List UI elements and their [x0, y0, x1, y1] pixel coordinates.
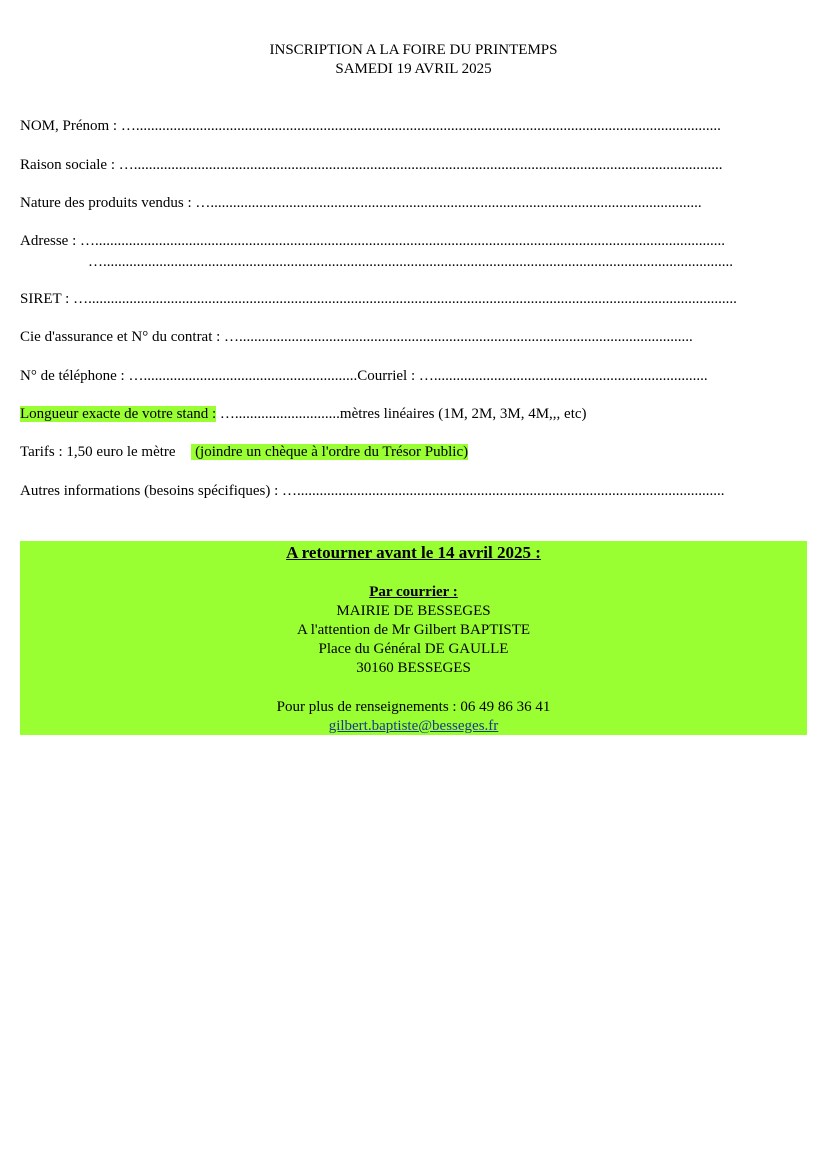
- address-line-3: Place du Général DE GAULLE: [318, 641, 509, 657]
- mail-label: Par courrier :: [369, 584, 458, 600]
- tarifs-text: Tarifs : 1,50 euro le mètre: [20, 444, 176, 460]
- longueur-rest: …............................mètres linéaires (1M, 2M, 3M, 4M,,, etc): [216, 406, 587, 422]
- field-nature-produits[interactable]: Nature des produits vendus : …...................................................................................................................................: [20, 195, 702, 211]
- contact-phone: Pour plus de renseignements : 06 49 86 36 41: [276, 699, 551, 715]
- return-deadline-heading: A retourner avant le 14 avril 2025 :: [286, 543, 541, 562]
- event-date: SAMEDI 19 AVRIL 2025: [335, 61, 492, 77]
- field-adresse[interactable]: Adresse : …........................................................................................................................................................................: [20, 233, 725, 249]
- tarifs-note: (joindre un chèque à l'ordre du Trésor Public): [191, 444, 468, 460]
- longueur-label: Longueur exacte de votre stand :: [20, 406, 217, 422]
- field-assurance[interactable]: Cie d'assurance et N° du contrat : ….........................................................................................................................: [20, 329, 693, 345]
- address-line-2: A l'attention de Mr Gilbert BAPTISTE: [296, 622, 531, 638]
- field-raison-sociale[interactable]: Raison sociale : ….............................................................................................................................................................: [20, 157, 723, 173]
- field-autres-informations[interactable]: Autres informations (besoins spécifiques) : …..................................................................................................................: [20, 483, 725, 499]
- tarifs-line: [20, 443, 800, 462]
- form-title: INSCRIPTION A LA FOIRE DU PRINTEMPS: [269, 42, 558, 58]
- return-info-box: [20, 541, 807, 735]
- contact-email-wrap: [20, 717, 807, 736]
- field-siret[interactable]: SIRET : ….............................................................................................................................................................................: [20, 291, 737, 307]
- contact-email-link[interactable]: gilbert.baptiste@besseges.fr: [328, 718, 499, 734]
- field-longueur-stand[interactable]: [20, 405, 800, 424]
- address-line-4: 30160 BESSEGES: [356, 660, 471, 676]
- field-telephone-courriel[interactable]: N° de téléphone : ….........................................................Courriel : ….........................................................................: [20, 368, 708, 384]
- field-nom-prenom[interactable]: NOM, Prénom : …............................................................................................................................................................: [20, 118, 721, 134]
- address-line-1: MAIRIE DE BESSEGES: [336, 603, 491, 619]
- field-adresse-line2[interactable]: …........................................................................................................................................................................: [88, 254, 733, 270]
